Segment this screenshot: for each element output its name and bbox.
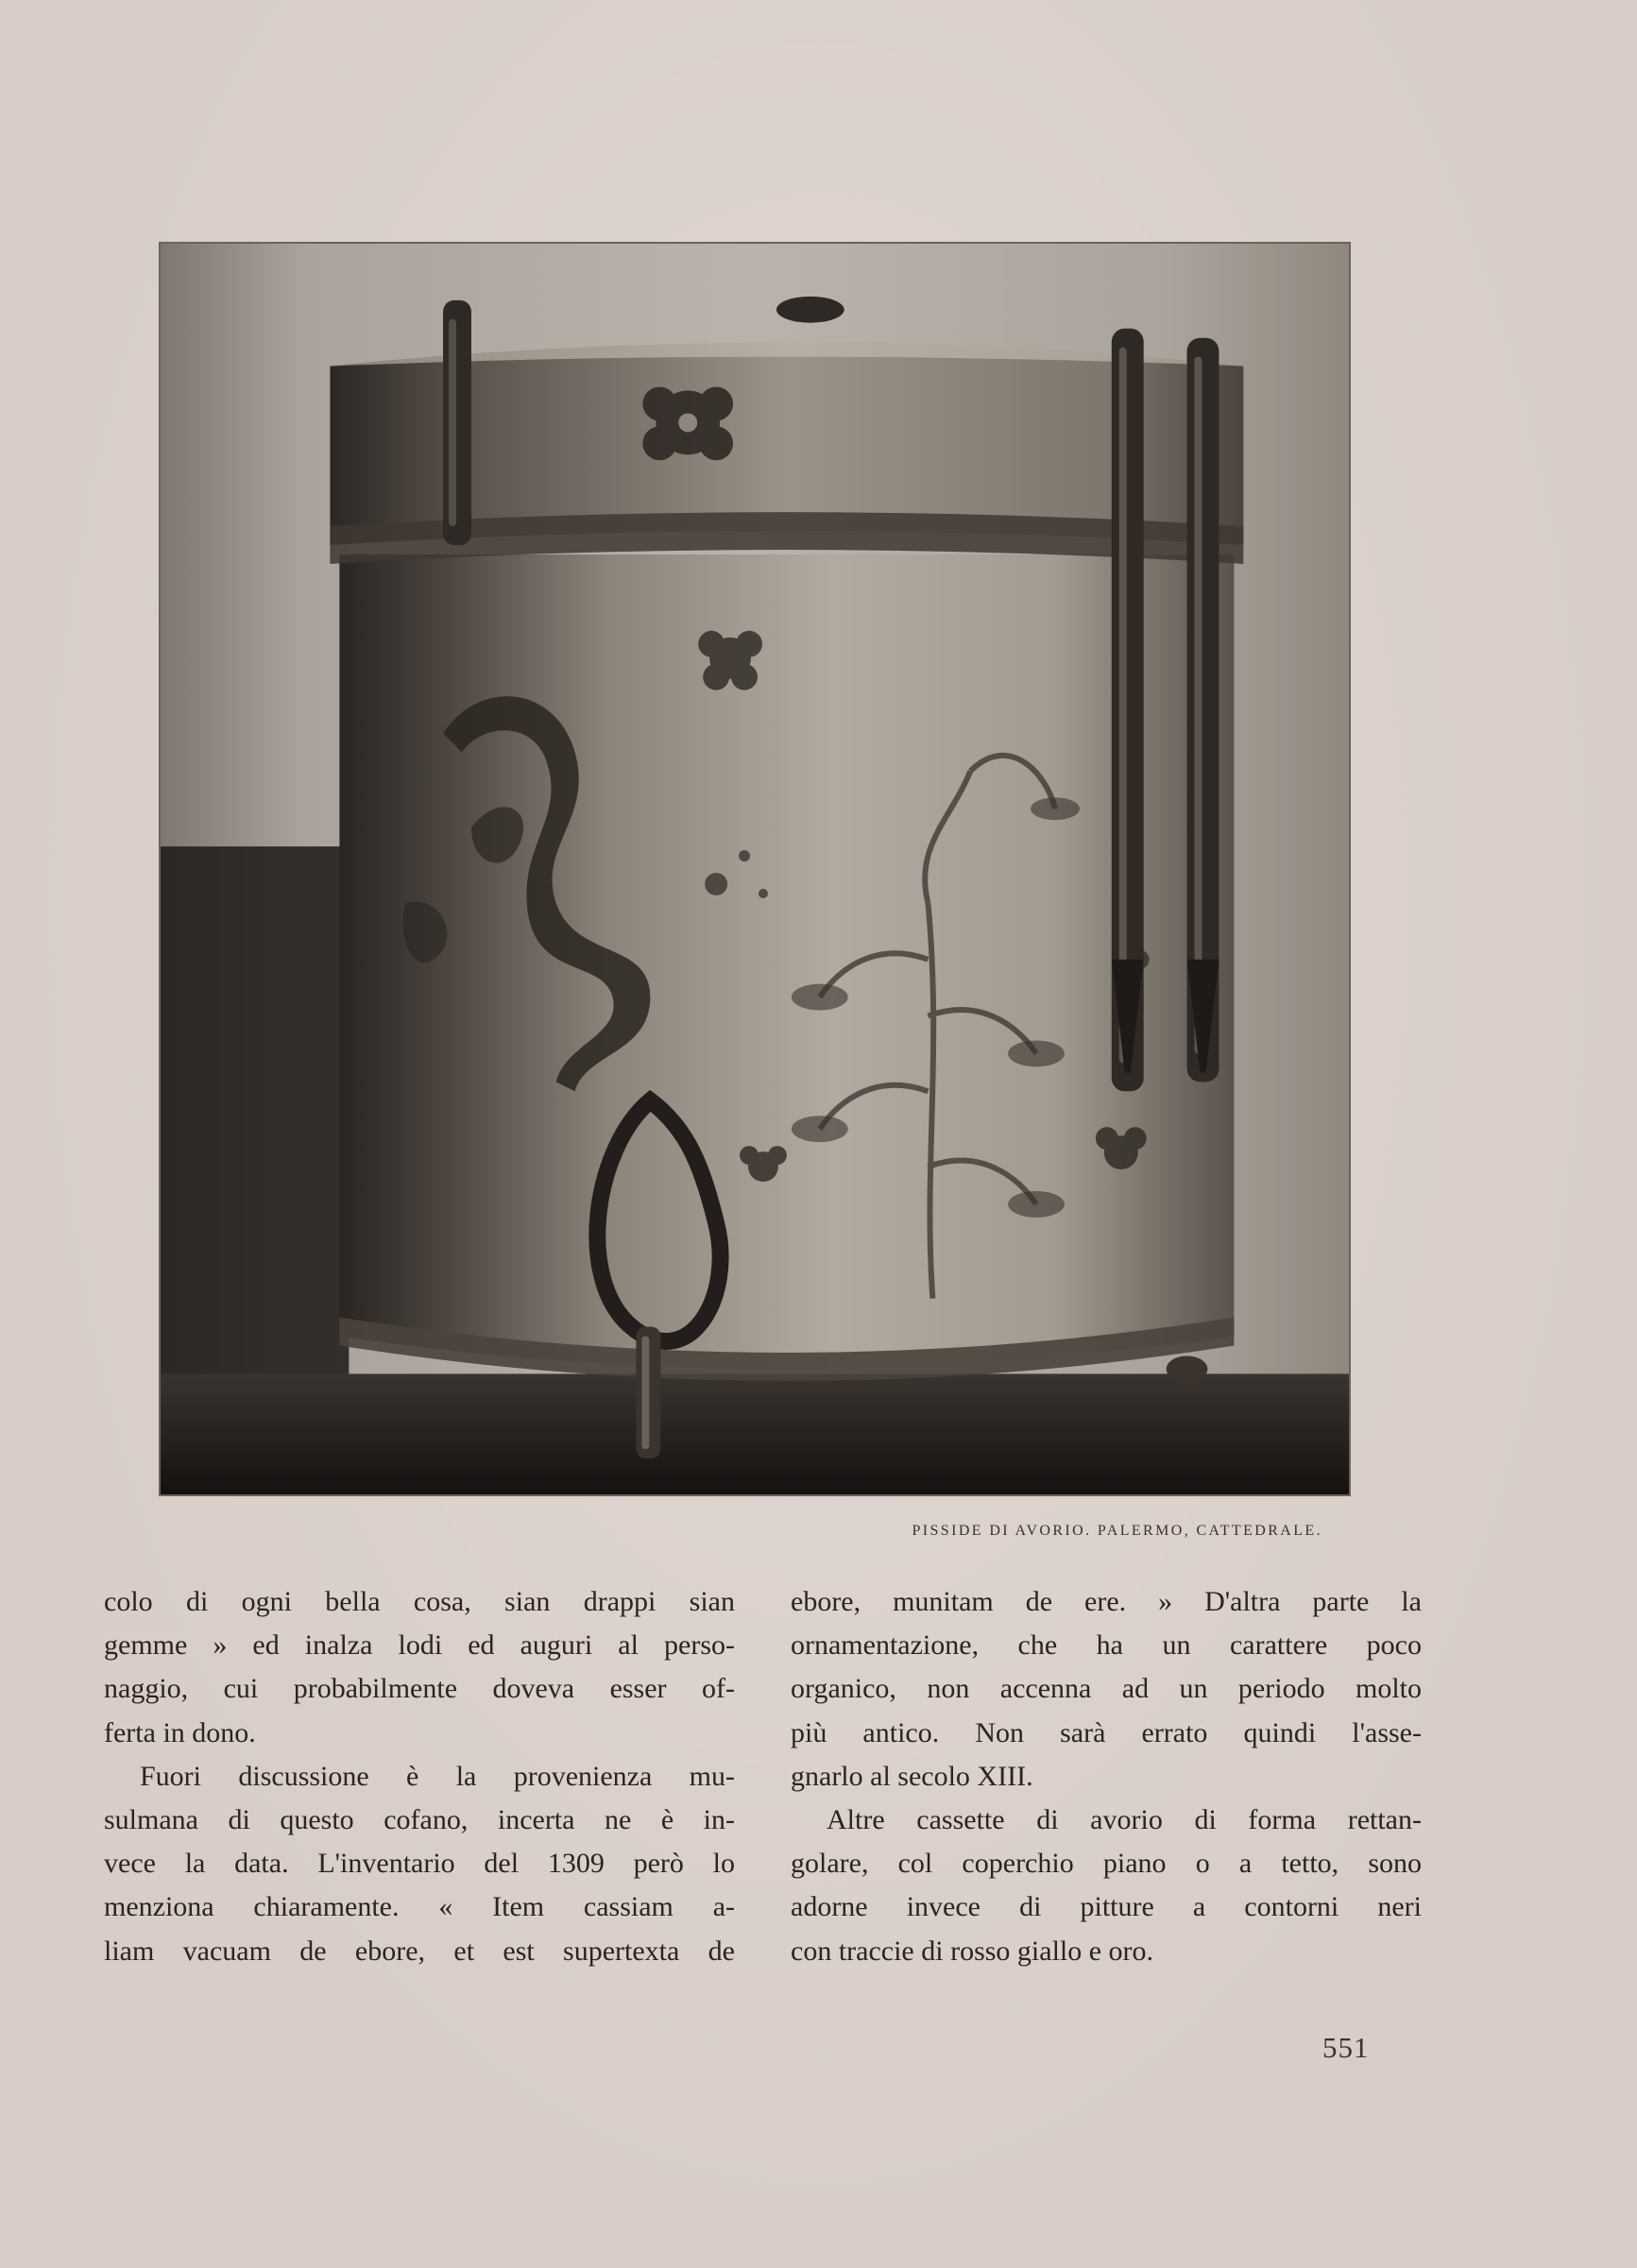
text-line: menziona chiaramente. « Item cassiam a- (104, 1891, 735, 1923)
text-line: naggio, cui probabilmente doveva esser of- (104, 1673, 735, 1705)
right-text-column (791, 1580, 1422, 1973)
photo-plate (159, 242, 1351, 1496)
figure-caption: PISSIDE DI AVORIO. PALERMO, CATTEDRALE. (912, 1523, 1322, 1539)
text-line: organico, non accenna ad un periodo molto (791, 1673, 1422, 1705)
page-number: 551 (1322, 2031, 1370, 2064)
text-line: ferta in dono. (104, 1716, 256, 1748)
text-line: golare, col coperchio piano o a tetto, sono (791, 1848, 1422, 1880)
text-line: adorne invece di pitture a contorni neri (791, 1891, 1422, 1923)
left-text-column (104, 1580, 735, 1973)
text-line: ebore, munitam de ere. » D'altra parte la (791, 1586, 1422, 1617)
text-line: liam vacuam de ebore, et est supertexta de (104, 1935, 735, 1967)
text-line: colo di ogni bella cosa, sian drappi sian (104, 1586, 735, 1617)
text-line: gemme » ed inalza lodi ed auguri al perso- (104, 1629, 735, 1662)
text-line: ornamentazione, che ha un carattere poco (791, 1629, 1422, 1662)
text-line: sulmana di questo cofano, incerta ne è in- (104, 1803, 735, 1835)
text-line: più antico. Non sarà errato quindi l'asse- (791, 1716, 1422, 1748)
text-line: Fuori discussione è la provenienza mu- (140, 1760, 735, 1792)
text-line: con traccie di rosso giallo e oro. (791, 1935, 1154, 1967)
text-line: gnarlo al secolo XIII. (791, 1760, 1033, 1792)
text-line: vece la data. L'inventario del 1309 però lo (104, 1848, 735, 1880)
text-line: Altre cassette di avorio di forma rettan- (827, 1803, 1422, 1835)
ivory-pyx-photo (161, 244, 1349, 1494)
